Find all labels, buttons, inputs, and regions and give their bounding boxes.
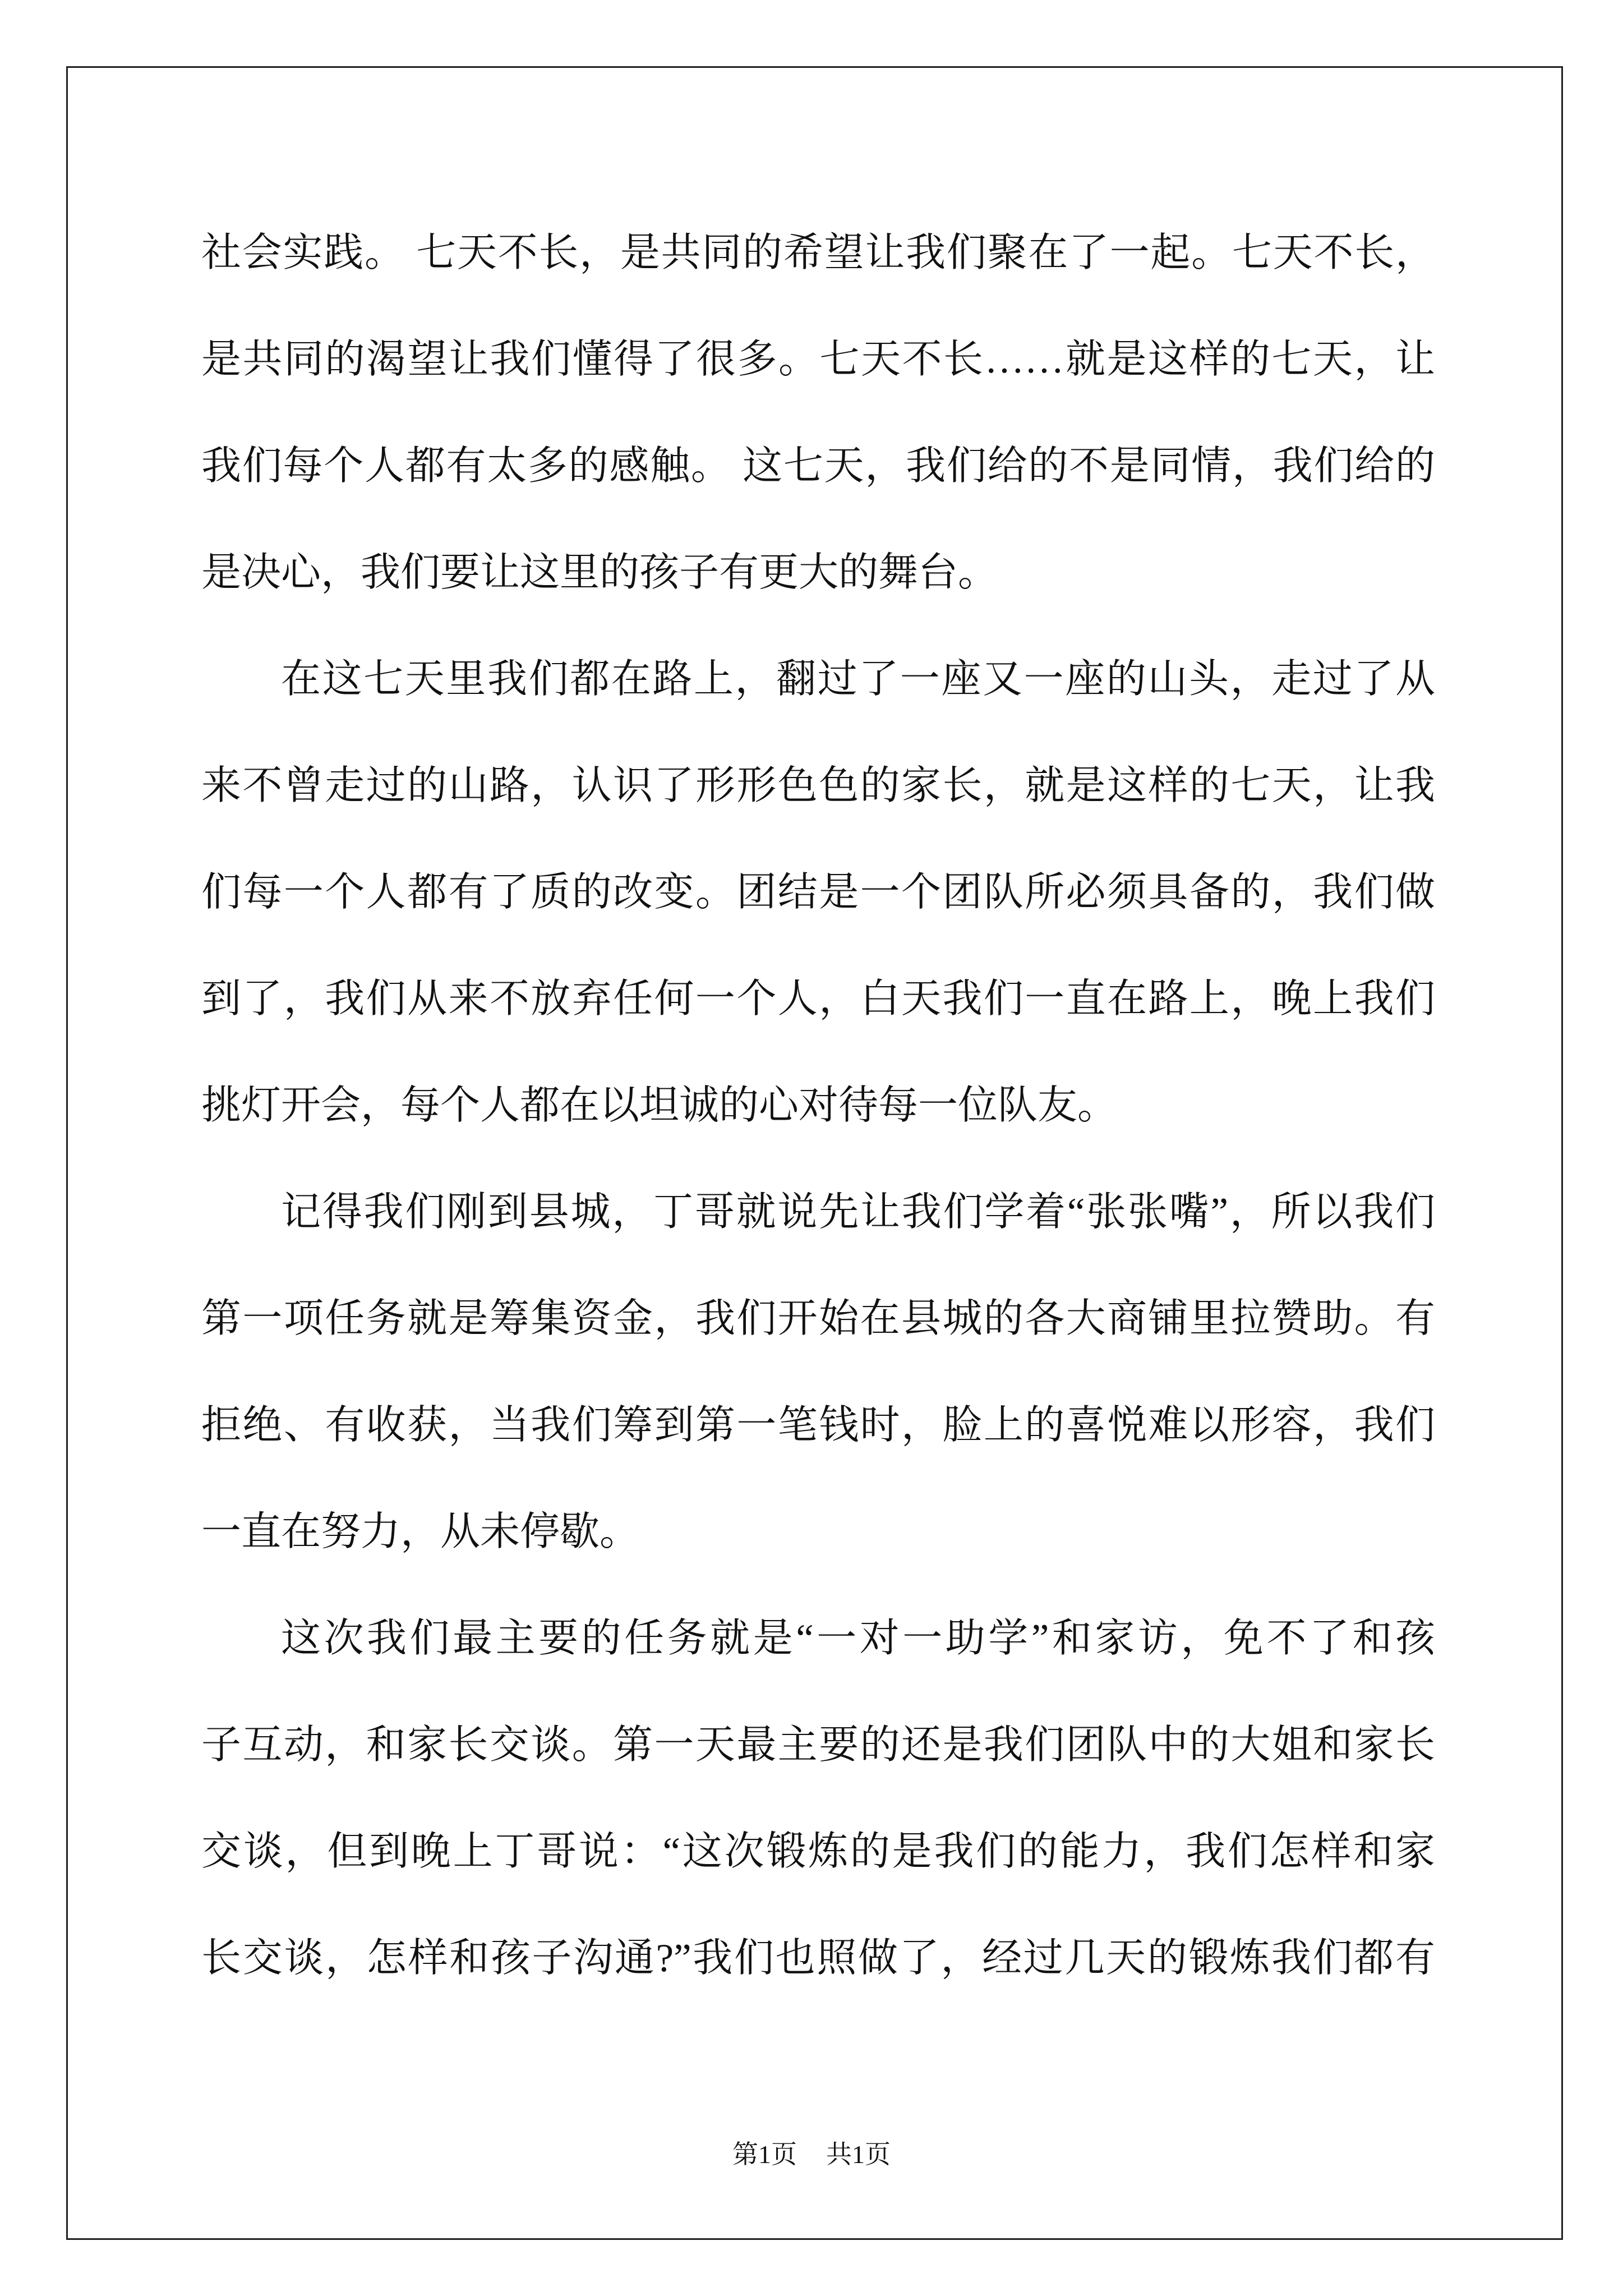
paragraph (201, 1159, 1435, 1585)
text-line: 是共同的渴望让我们懂得了很多。七天不长……就是这样的七天，让 (201, 338, 1435, 381)
text-line: 到了，我们从来不放弃任何一个人，白天我们一直在路上，晚上我们 (201, 977, 1435, 1021)
page-number: 第1页 (732, 2140, 797, 2169)
text-line: 们每一个人都有了质的改变。团结是一个团队所必须具备的，我们做 (201, 871, 1435, 914)
text-line: 记得我们刚到县城，丁哥就说先让我们学着“张张嘴”，所以我们 (281, 1190, 1435, 1234)
text-line: 第一项任务就是筹集资金，我们开始在县城的各大商铺里拉赞助。有 (201, 1297, 1435, 1341)
text-line: 交谈，但到晚上丁哥说：“这次锻炼的是我们的能力，我们怎样和家 (201, 1830, 1435, 1874)
text-line: 这次我们最主要的任务就是“一对一助学”和家访，免不了和孩 (281, 1617, 1435, 1660)
text-line: 长交谈，怎样和孩子沟通?”我们也照做了，经过几天的锻炼我们都有 (201, 1936, 1435, 1980)
text-line: 是决心，我们要让这里的孩子有更大的舞台。 (201, 551, 998, 595)
page-footer (0, 2137, 1623, 2172)
text-line: 拒绝、有收获，当我们筹到第一笔钱时，脸上的喜悦难以形容，我们 (201, 1404, 1435, 1447)
page-total: 共1页 (826, 2140, 891, 2169)
text-line: 挑灯开会，每个人都在以坦诚的心对待每一位队友。 (201, 1084, 1118, 1128)
text-line: 子互动，和家长交谈。第一天最主要的还是我们团队中的大姐和家长 (201, 1723, 1435, 1767)
document-body (201, 200, 1435, 2012)
paragraph (201, 200, 1435, 626)
text-line: 在这七天里我们都在路上，翻过了一座又一座的山头，走过了从 (281, 657, 1435, 701)
text-line: 来不曾走过的山路，认识了形形色色的家长，就是这样的七天，让我 (201, 764, 1435, 808)
paragraph (201, 626, 1435, 1159)
paragraph (201, 1585, 1435, 2012)
text-line: 我们每个人都有太多的感触。 这七天，我们给的不是同情，我们给的 (201, 444, 1435, 488)
text-line: 一直在努力，从未停歇。 (201, 1510, 640, 1554)
text-line: 社会实践。 七天不长，是共同的希望让我们聚在了一起。七天不长， (201, 231, 1435, 275)
